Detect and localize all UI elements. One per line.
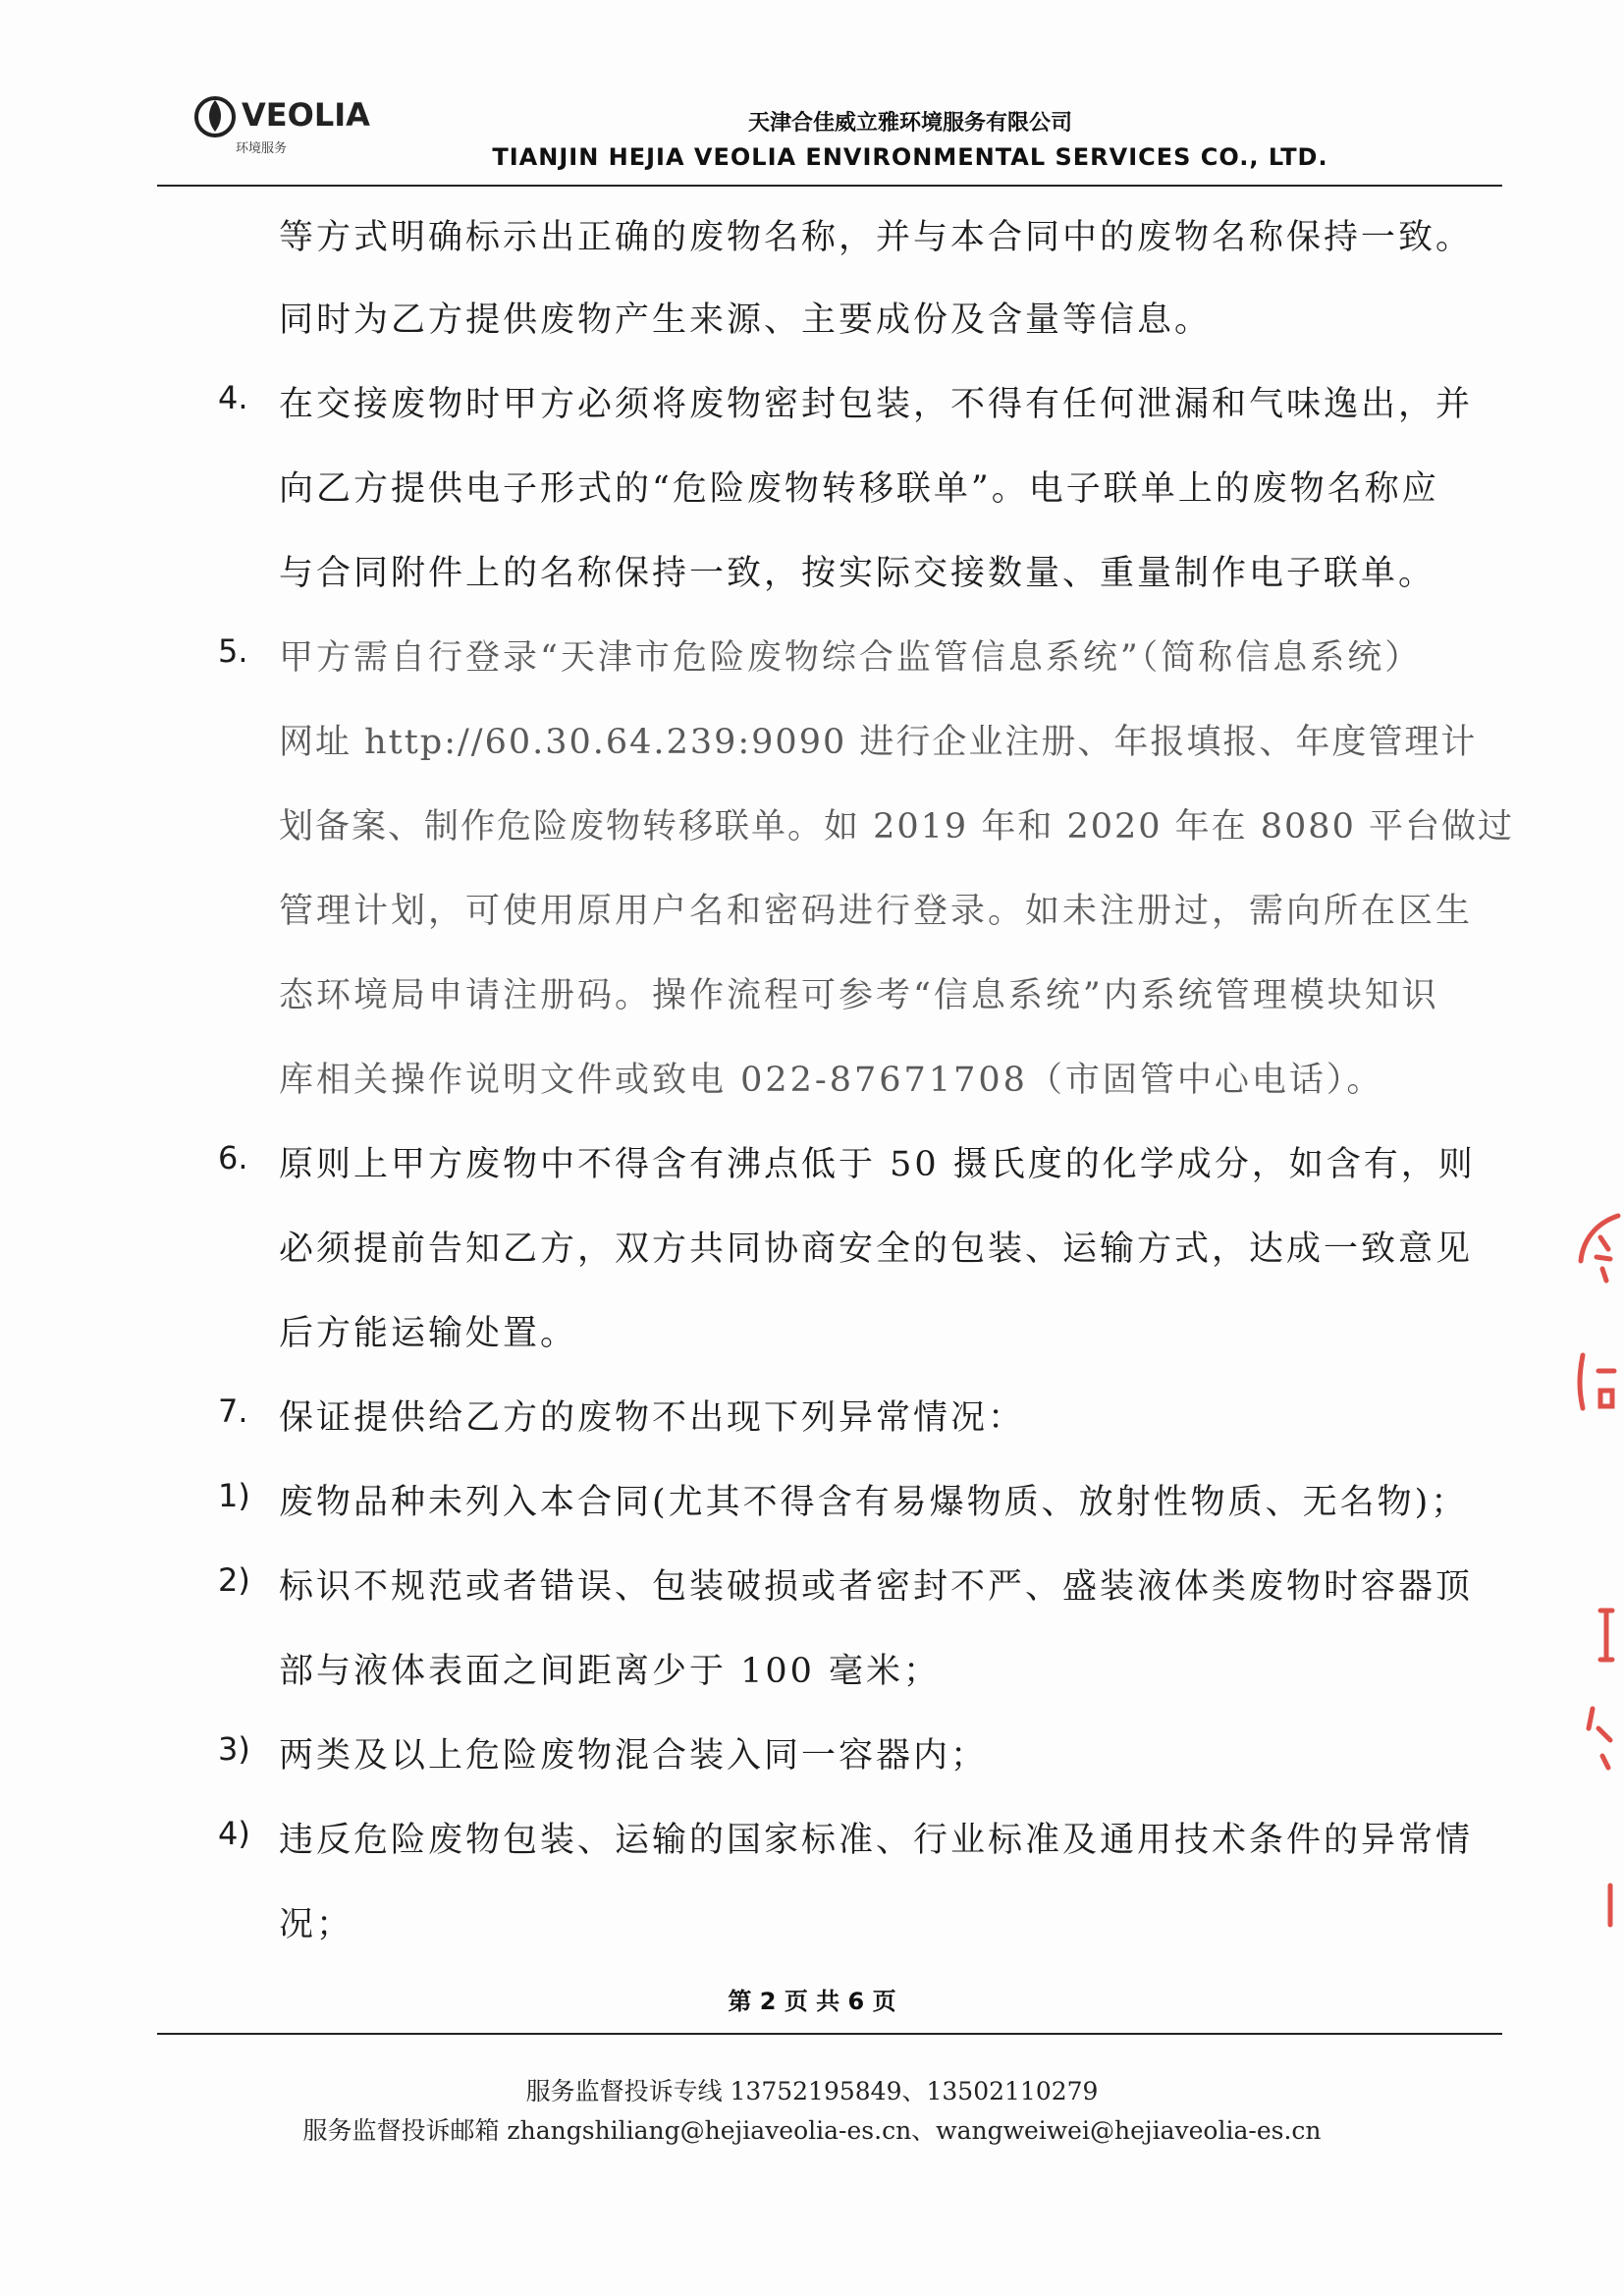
item-number: 5. <box>218 632 248 670</box>
body-line: 管理计划，可使用原用户名和密码进行登录。如未注册过，需向所在区生 <box>279 892 1474 931</box>
company-name-en: TIANJIN HEJIA VEOLIA ENVIRONMENTAL SERVICES CO., LTD. <box>492 143 1328 171</box>
body-line: 在交接废物时甲方必须将废物密封包装，不得有任何泄漏和气味逸出，并 <box>279 385 1474 424</box>
body-line: 两类及以上危险废物混合装入同一容器内； <box>279 1736 989 1776</box>
sub-item-number: 4) <box>218 1815 250 1852</box>
sub-item-number: 2) <box>218 1561 250 1599</box>
body-line: 库相关操作说明文件或致电 022-87671708（市固管中心电话）。 <box>279 1061 1384 1100</box>
body-line: 划备案、制作危险废物转移联单。如 2019 年和 2020 年在 8080 平台做过 <box>279 807 1514 847</box>
header-divider <box>157 185 1502 187</box>
logo-subtitle: 环境服务 <box>236 141 288 156</box>
body-line: 部与液体表面之间距离少于 100 毫米； <box>279 1652 942 1691</box>
body-line: 保证提供给乙方的废物不出现下列异常情况： <box>279 1398 1026 1438</box>
company-name-cn: 天津合佳威立雅环境服务有限公司 <box>747 111 1072 136</box>
page-number: 第 2 页 共 6 页 <box>728 1988 896 2015</box>
body-line: 态环境局申请注册码。操作流程可参考“信息系统”内系统管理模块知识 <box>279 976 1439 1015</box>
body-line: 原则上甲方废物中不得含有沸点低于 50 摄氏度的化学成分，如含有，则 <box>279 1145 1476 1184</box>
item-number: 4. <box>218 379 248 416</box>
footer-divider <box>157 2033 1502 2035</box>
logo-text: VEOLIA <box>242 96 370 134</box>
body-line: 甲方需自行登录“天津市危险废物综合监管信息系统”（简称信息系统） <box>279 638 1423 678</box>
footer-hotline: 服务监督投诉专线 13752195849、13502110279 <box>525 2077 1099 2105</box>
body-line: 与合同附件上的名称保持一致，按实际交接数量、重量制作电子联单。 <box>279 554 1436 593</box>
body-line: 违反危险废物包装、运输的国家标准、行业标准及通用技术条件的异常情 <box>279 1821 1474 1860</box>
body-line: 废物品种未列入本合同(尤其不得含有易爆物质、放射性物质、无名物)； <box>279 1483 1469 1522</box>
body-line: 同时为乙方提供废物产生来源、主要成份及含量等信息。 <box>279 301 1213 340</box>
body-line: 标识不规范或者错误、包装破损或者密封不严、盛装液体类废物时容器顶 <box>279 1567 1474 1607</box>
body-line: 况； <box>279 1905 354 1944</box>
sub-item-number: 3) <box>218 1730 250 1768</box>
body-line: 必须提前告知乙方，双方共同协商安全的包装、运输方式，达成一致意见 <box>279 1230 1474 1269</box>
body-line: 向乙方提供电子形式的“危险废物转移联单”。电子联单上的废物名称应 <box>279 469 1439 509</box>
item-number: 6. <box>218 1139 248 1176</box>
body-line: 等方式明确标示出正确的废物名称，并与本合同中的废物名称保持一致。 <box>279 218 1474 257</box>
item-number: 7. <box>218 1393 248 1430</box>
red-seal-stamp <box>1549 1198 1624 1964</box>
body-line: 后方能运输处置。 <box>279 1314 578 1353</box>
footer-email: 服务监督投诉邮箱 zhangshiliang@hejiaveolia-es.cn、wangweiwei@hejiaveolia-es.cn <box>302 2116 1322 2145</box>
sub-item-number: 1) <box>218 1477 250 1514</box>
body-line: 网址 http://60.30.64.239:9090 进行企业注册、年报填报、年度管理计 <box>279 723 1478 762</box>
